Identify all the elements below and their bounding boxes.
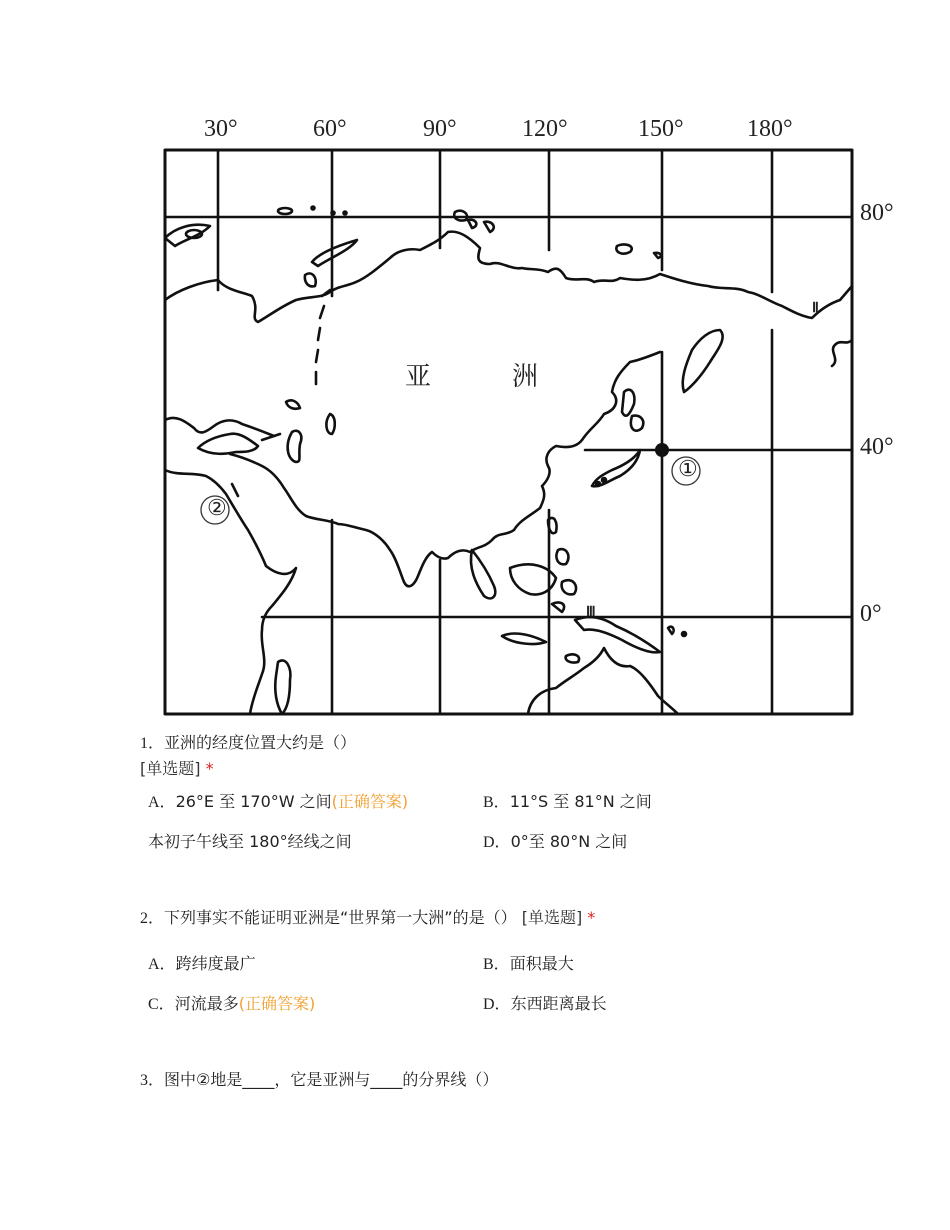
option-letter: A．: [148, 794, 176, 811]
option-text: 河流最多: [174, 994, 239, 1013]
q1-option-b[interactable]: [483, 789, 652, 812]
question-1-type-tag: [单选题]: [140, 759, 201, 778]
latitude-label-80: 80°: [860, 200, 894, 226]
option-text: 面积最大: [509, 954, 574, 973]
correct-answer-tag: (正确答案): [238, 994, 316, 1013]
correct-answer-tag: (正确答案): [331, 792, 409, 811]
question-2-text: 下列事实不能证明亚洲是“世界第一大洲”的是（）: [164, 908, 517, 927]
option-text: 11°S 至 81°N 之间: [509, 792, 652, 811]
latitude-label-0: 0°: [860, 601, 882, 627]
option-text: 跨纬度最广: [175, 954, 256, 973]
question-1-meta: [140, 756, 214, 779]
q1-option-d[interactable]: [483, 829, 627, 852]
continent-label-zhou: 洲: [512, 362, 539, 392]
option-letter: B．: [483, 956, 510, 973]
q2-option-c[interactable]: [148, 991, 315, 1014]
longitude-label-30: 30°: [204, 116, 238, 142]
point-marker-2: ②: [207, 495, 227, 520]
option-text: 东西距离最长: [510, 994, 607, 1013]
longitude-label-120: 120°: [522, 116, 568, 142]
longitude-label-180: 180°: [747, 116, 793, 142]
question-2: [140, 905, 595, 928]
question-3-number: 3．: [140, 1072, 165, 1089]
question-2-number: 2．: [140, 910, 165, 927]
question-1-number: 1．: [140, 735, 165, 752]
longitude-label-90: 90°: [423, 116, 457, 142]
longitude-label-150: 150°: [638, 116, 684, 142]
q2-option-a[interactable]: [148, 951, 256, 974]
option-letter: D．: [483, 834, 511, 851]
q1-option-a[interactable]: [148, 789, 408, 812]
continent-label-ya: 亚: [405, 362, 432, 392]
question-3-text: 图中②地是____，它是亚洲与____的分界线（）: [164, 1070, 499, 1089]
required-mark: *: [205, 759, 214, 778]
question-2-type-tag: [单选题]: [521, 908, 583, 927]
option-letter: D．: [483, 996, 511, 1013]
required-mark: *: [587, 908, 596, 927]
option-letter: A．: [148, 956, 176, 973]
option-text: 26°E 至 170°W 之间: [175, 792, 332, 811]
question-1-text: 亚洲的经度位置大约是（）: [164, 733, 357, 752]
roman-marker-east: Ⅱ: [812, 301, 819, 316]
latitude-label-40: 40°: [860, 434, 894, 460]
roman-marker-southeast: Ⅲ: [586, 605, 596, 620]
option-letter: B．: [483, 794, 510, 811]
q1-option-c[interactable]: [148, 829, 352, 852]
point-marker-1: ①: [678, 456, 698, 481]
q2-option-d[interactable]: [483, 991, 607, 1014]
longitude-label-60: 60°: [313, 116, 347, 142]
option-text: 0°至 80°N 之间: [510, 832, 628, 851]
question-3: [140, 1067, 498, 1090]
q2-option-b[interactable]: [483, 951, 574, 974]
question-1: [140, 730, 356, 753]
option-letter: C．: [148, 996, 175, 1013]
option-text: 本初子午线至 180°经线之间: [148, 832, 352, 851]
